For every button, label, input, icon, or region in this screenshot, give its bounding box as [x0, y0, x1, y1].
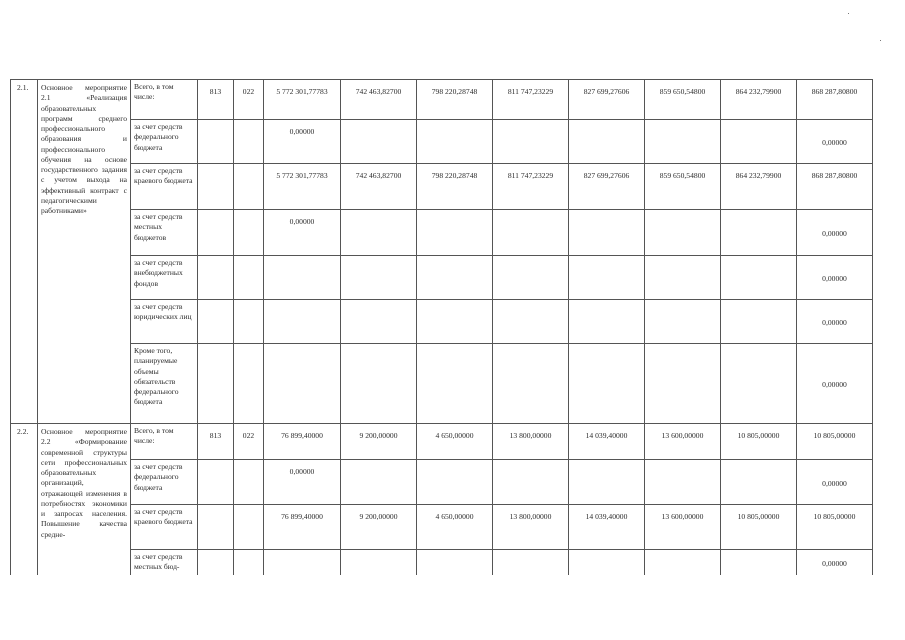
table-row — [11, 460, 873, 505]
rzpr-code — [234, 120, 264, 164]
year-amount — [341, 344, 417, 424]
year-amount — [645, 300, 721, 344]
final-year-amount: 868 287,80800 — [797, 164, 873, 210]
measure-name: Основное мероприятие 2.2 «Формирование современной структуры сети профессиональных образовательных организаций, отражающей изменения в потребностях экономики и запросах населения. Повышение качества средне- — [38, 424, 131, 575]
row-index: 2.1. — [11, 80, 38, 424]
year-amount — [417, 256, 493, 300]
rzpr-code — [234, 164, 264, 210]
year-amount — [569, 120, 645, 164]
year-amount — [417, 120, 493, 164]
final-year-amount: 10 805,00000 — [797, 505, 873, 550]
year-amount: 859 650,54800 — [645, 80, 721, 120]
total-amount — [264, 344, 341, 424]
final-year-amount: 0,00000 — [797, 550, 873, 575]
budget-table-body — [11, 80, 873, 575]
total-amount: 76 899,40000 — [264, 505, 341, 550]
grbs-code — [198, 550, 234, 575]
year-amount — [341, 300, 417, 344]
year-amount — [417, 210, 493, 256]
table-row — [11, 164, 873, 210]
year-amount — [569, 344, 645, 424]
grbs-code: 813 — [198, 424, 234, 460]
year-amount: 13 600,00000 — [645, 505, 721, 550]
total-amount: 76 899,40000 — [264, 424, 341, 460]
grbs-code — [198, 460, 234, 505]
year-amount: 827 699,27606 — [569, 164, 645, 210]
year-amount: 13 800,00000 — [493, 505, 569, 550]
total-amount: 0,00000 — [264, 210, 341, 256]
row-index: 2.2. — [11, 424, 38, 575]
budget-table — [10, 79, 873, 575]
funding-source-label: за счет средств федерального бюджета — [131, 120, 198, 164]
table-row — [11, 210, 873, 256]
rzpr-code — [234, 256, 264, 300]
year-amount — [721, 300, 797, 344]
year-amount — [341, 460, 417, 505]
year-amount — [721, 344, 797, 424]
year-amount: 9 200,00000 — [341, 424, 417, 460]
funding-source-label: за счет средств юридических лиц — [131, 300, 198, 344]
table-row — [11, 344, 873, 424]
year-amount — [645, 210, 721, 256]
final-year-amount: 0,00000 — [797, 120, 873, 164]
funding-source-label: за счет средств местных бюджетов — [131, 210, 198, 256]
funding-source-label: за счет средств внебюджетных фондов — [131, 256, 198, 300]
table-row — [11, 505, 873, 550]
grbs-code — [198, 120, 234, 164]
year-amount: 13 800,00000 — [493, 424, 569, 460]
year-amount — [721, 460, 797, 505]
year-amount — [417, 550, 493, 575]
year-amount — [721, 256, 797, 300]
year-amount — [417, 300, 493, 344]
year-amount — [493, 550, 569, 575]
year-amount: 10 805,00000 — [721, 505, 797, 550]
year-amount — [721, 210, 797, 256]
year-amount: 10 805,00000 — [721, 424, 797, 460]
funding-source-label: за счет средств федерального бюджета — [131, 460, 198, 505]
year-amount: 742 463,82700 — [341, 80, 417, 120]
grbs-code — [198, 256, 234, 300]
table-row — [11, 120, 873, 164]
year-amount — [569, 256, 645, 300]
final-year-amount: 0,00000 — [797, 460, 873, 505]
year-amount: 13 600,00000 — [645, 424, 721, 460]
year-amount — [721, 550, 797, 575]
year-amount — [569, 550, 645, 575]
year-amount: 9 200,00000 — [341, 505, 417, 550]
final-year-amount: 0,00000 — [797, 210, 873, 256]
funding-source-label: за счет средств краевого бюджета — [131, 505, 198, 550]
year-amount — [493, 256, 569, 300]
year-amount — [569, 300, 645, 344]
year-amount — [645, 120, 721, 164]
total-amount — [264, 300, 341, 344]
final-year-amount: 868 287,80800 — [797, 80, 873, 120]
grbs-code — [198, 210, 234, 256]
year-amount — [645, 344, 721, 424]
total-amount: 5 772 301,77783 — [264, 164, 341, 210]
rzpr-code: 022 — [234, 424, 264, 460]
total-amount — [264, 550, 341, 575]
year-amount: 864 232,79900 — [721, 164, 797, 210]
funding-source-label: Всего, в том числе: — [131, 80, 198, 120]
grbs-code — [198, 164, 234, 210]
year-amount — [569, 210, 645, 256]
grbs-code: 813 — [198, 80, 234, 120]
rzpr-code — [234, 505, 264, 550]
year-amount — [493, 460, 569, 505]
rzpr-code — [234, 550, 264, 575]
year-amount — [341, 550, 417, 575]
year-amount — [569, 460, 645, 505]
total-amount: 5 772 301,77783 — [264, 80, 341, 120]
year-amount — [645, 256, 721, 300]
year-amount — [417, 460, 493, 505]
table-row — [11, 424, 873, 460]
year-amount — [493, 210, 569, 256]
funding-source-label: за счет средств местных бюд- — [131, 550, 198, 575]
year-amount — [417, 344, 493, 424]
measure-name: Основное мероприятие 2.1 «Реализация образовательных программ среднего профессионального образования и профессионального обучения на основе государственного задания с учетом выхода на эффективный контракт с педагогическими работниками» — [38, 80, 131, 424]
grbs-code — [198, 505, 234, 550]
funding-source-label: Всего, в том числе: — [131, 424, 198, 460]
final-year-amount: 0,00000 — [797, 256, 873, 300]
rzpr-code — [234, 300, 264, 344]
rzpr-code: 022 — [234, 80, 264, 120]
table-row — [11, 256, 873, 300]
year-amount — [493, 300, 569, 344]
year-amount: 798 220,28748 — [417, 80, 493, 120]
funding-source-label: Кроме того, планируемые объемы обязательств федерального бюджета — [131, 344, 198, 424]
table-row — [11, 300, 873, 344]
year-amount: 4 650,00000 — [417, 424, 493, 460]
final-year-amount: 10 805,00000 — [797, 424, 873, 460]
year-amount — [341, 210, 417, 256]
final-year-amount: 0,00000 — [797, 300, 873, 344]
funding-source-label: за счет средств краевого бюджета — [131, 164, 198, 210]
final-year-amount: 0,00000 — [797, 344, 873, 424]
total-amount: 0,00000 — [264, 120, 341, 164]
rzpr-code — [234, 210, 264, 256]
year-amount — [341, 120, 417, 164]
rzpr-code — [234, 460, 264, 505]
table-row — [11, 550, 873, 575]
grbs-code — [198, 300, 234, 344]
year-amount: 811 747,23229 — [493, 164, 569, 210]
year-amount: 859 650,54800 — [645, 164, 721, 210]
year-amount: 864 232,79900 — [721, 80, 797, 120]
total-amount — [264, 256, 341, 300]
grbs-code — [198, 344, 234, 424]
year-amount: 798 220,28748 — [417, 164, 493, 210]
rzpr-code — [234, 344, 264, 424]
year-amount: 4 650,00000 — [417, 505, 493, 550]
total-amount: 0,00000 — [264, 460, 341, 505]
year-amount — [645, 550, 721, 575]
year-amount — [645, 460, 721, 505]
year-amount: 14 039,40000 — [569, 424, 645, 460]
year-amount: 14 039,40000 — [569, 505, 645, 550]
table-row — [11, 80, 873, 120]
year-amount: 827 699,27606 — [569, 80, 645, 120]
year-amount — [721, 120, 797, 164]
year-amount — [493, 120, 569, 164]
year-amount: 742 463,82700 — [341, 164, 417, 210]
year-amount — [493, 344, 569, 424]
year-amount — [341, 256, 417, 300]
year-amount: 811 747,23229 — [493, 80, 569, 120]
